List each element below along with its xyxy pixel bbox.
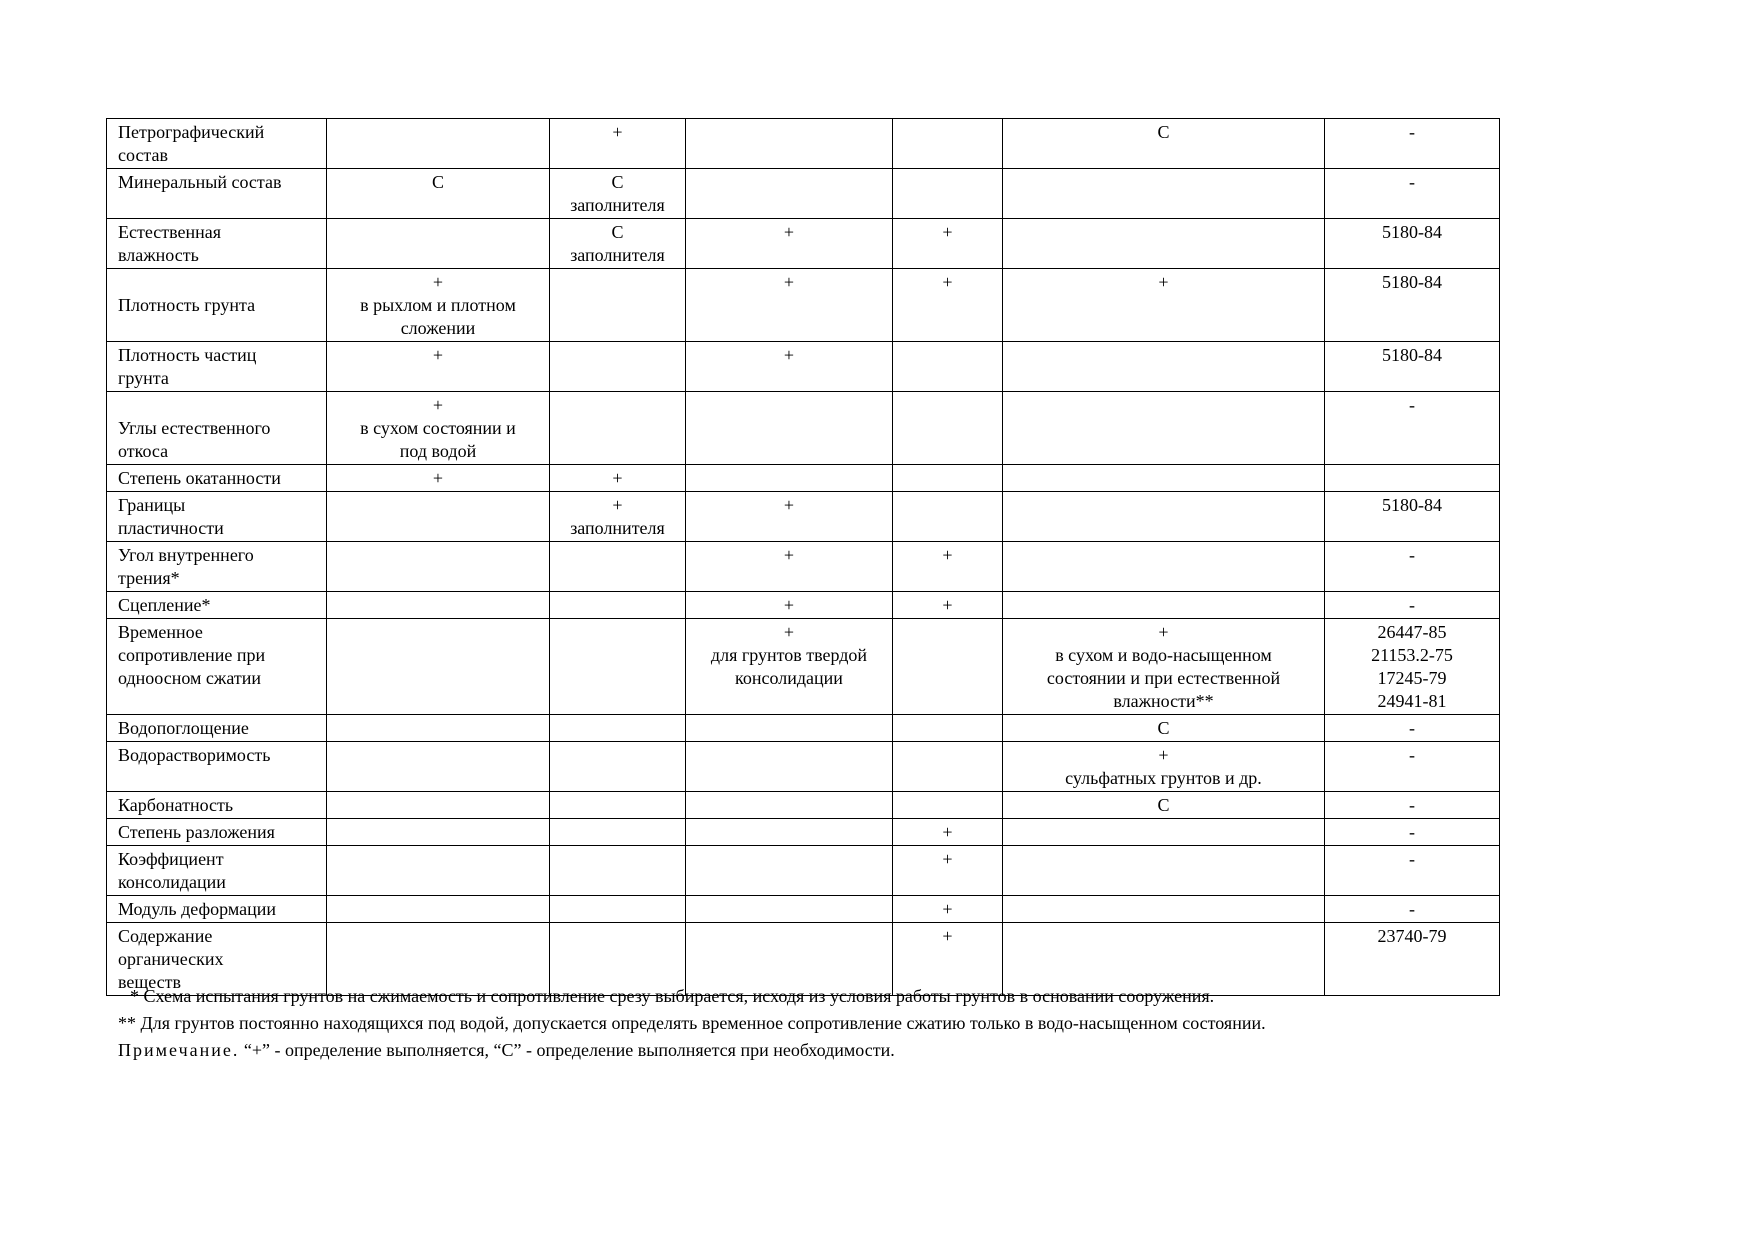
- cell-text-line: +: [942, 595, 953, 615]
- cell-text-line: Естественная: [118, 222, 222, 242]
- cell-text-line: трения*: [118, 568, 180, 588]
- cell-property-name: [107, 896, 327, 923]
- cell-text-line: +: [612, 495, 623, 515]
- table-row: [107, 846, 1500, 896]
- cell-text-line: Плотность частиц: [118, 345, 257, 365]
- cell-text-line: Петрографический: [118, 122, 265, 142]
- cell-col-4: [686, 542, 893, 592]
- cell-col-5: [893, 619, 1003, 715]
- cell-property-name: [107, 392, 327, 465]
- legend-note-text: “+” - определение выполняется, “С” - определение выполняется при необходимости.: [239, 1040, 895, 1060]
- cell-text-line: +: [783, 222, 795, 242]
- cell-property-name: [107, 742, 327, 792]
- cell-col-4: [686, 792, 893, 819]
- cell-gost-standard: [1325, 169, 1500, 219]
- cell-text-line: +: [612, 468, 623, 488]
- cell-text-line: [118, 394, 320, 417]
- cell-gost-standard: [1325, 465, 1500, 492]
- cell-col-6: [1003, 742, 1325, 792]
- cell-text-line: Содержание: [118, 926, 213, 946]
- cell-gost-standard: [1325, 342, 1500, 392]
- cell-col-4: [686, 492, 893, 542]
- cell-col-4: [686, 715, 893, 742]
- table-row: [107, 392, 1500, 465]
- cell-text-line: сопротивление при: [118, 645, 266, 665]
- cell-col-3: [550, 342, 686, 392]
- cell-col-5: [893, 269, 1003, 342]
- cell-text-line: заполнителя: [570, 245, 665, 265]
- cell-text-line: веществ: [118, 972, 182, 992]
- table-row: [107, 896, 1500, 923]
- cell-col-3: [550, 592, 686, 619]
- cell-text-line: 5180-84: [1382, 345, 1442, 365]
- cell-col-3: [550, 792, 686, 819]
- cell-text-line: заполнителя: [570, 518, 665, 538]
- cell-text-line: Водопоглощение: [118, 718, 249, 738]
- cell-text-line: -: [1409, 745, 1415, 765]
- legend-note: [118, 1037, 1678, 1064]
- cell-col-3: [550, 119, 686, 169]
- cell-col-5: [893, 465, 1003, 492]
- cell-text-line: С: [431, 172, 444, 192]
- cell-col-6: [1003, 169, 1325, 219]
- cell-col-6: [1003, 269, 1325, 342]
- cell-text-line: -: [1409, 595, 1415, 615]
- cell-text-line: +: [783, 622, 795, 642]
- cell-col-2: [327, 169, 550, 219]
- cell-text-line: грунта: [118, 368, 169, 388]
- cell-gost-standard: [1325, 619, 1500, 715]
- table-row: [107, 219, 1500, 269]
- cell-text-line: +: [432, 345, 444, 365]
- table-row: [107, 742, 1500, 792]
- cell-col-3: [550, 896, 686, 923]
- cell-text-line: +: [942, 222, 953, 242]
- footnotes: [118, 983, 1678, 1064]
- cell-text-line: -: [1409, 122, 1415, 142]
- cell-col-2: [327, 619, 550, 715]
- cell-gost-standard: [1325, 792, 1500, 819]
- cell-col-2: [327, 715, 550, 742]
- cell-text-line: Временное: [118, 622, 203, 642]
- cell-col-3: [550, 819, 686, 846]
- cell-text-line: +: [432, 468, 444, 488]
- cell-text-line: +: [942, 545, 953, 565]
- cell-col-6: [1003, 465, 1325, 492]
- cell-text-line: 17245-79: [1377, 668, 1447, 688]
- cell-text-line: +: [942, 926, 953, 946]
- cell-property-name: [107, 465, 327, 492]
- cell-col-6: [1003, 592, 1325, 619]
- cell-col-5: [893, 896, 1003, 923]
- cell-col-5: [893, 715, 1003, 742]
- cell-col-4: [686, 896, 893, 923]
- cell-property-name: [107, 219, 327, 269]
- cell-col-6: [1003, 342, 1325, 392]
- cell-text-line: +: [1158, 622, 1169, 642]
- cell-text-line: +: [432, 395, 444, 415]
- cell-text-line: состоянии и при естественной: [1046, 668, 1281, 688]
- cell-col-3: [550, 742, 686, 792]
- cell-col-5: [893, 169, 1003, 219]
- cell-text-line: сульфатных грунтов и др.: [1065, 768, 1262, 788]
- cell-text-line: откоса: [118, 441, 169, 461]
- cell-col-5: [893, 119, 1003, 169]
- cell-col-6: [1003, 542, 1325, 592]
- cell-text-line: +: [783, 495, 795, 515]
- cell-col-2: [327, 542, 550, 592]
- cell-col-4: [686, 269, 893, 342]
- cell-col-3: [550, 846, 686, 896]
- table-row: [107, 169, 1500, 219]
- cell-col-2: [327, 465, 550, 492]
- cell-text-line: +: [1158, 745, 1169, 765]
- cell-text-line: +: [783, 272, 795, 292]
- cell-col-4: [686, 392, 893, 465]
- cell-text-line: Плотность грунта: [118, 295, 256, 315]
- cell-text-line: +: [942, 899, 953, 919]
- cell-text-line: -: [1409, 899, 1415, 919]
- cell-col-6: [1003, 896, 1325, 923]
- cell-text-line: для грунтов твердой: [710, 645, 868, 665]
- cell-col-3: [550, 169, 686, 219]
- cell-property-name: [107, 342, 327, 392]
- cell-col-5: [893, 792, 1003, 819]
- cell-text-line: [118, 271, 320, 294]
- cell-property-name: [107, 715, 327, 742]
- cell-col-2: [327, 592, 550, 619]
- cell-col-6: [1003, 119, 1325, 169]
- cell-text-line: +: [942, 822, 953, 842]
- cell-col-3: [550, 219, 686, 269]
- cell-gost-standard: [1325, 896, 1500, 923]
- cell-col-3: [550, 392, 686, 465]
- cell-text-line: Сцепление*: [118, 595, 211, 615]
- cell-property-name: [107, 119, 327, 169]
- cell-col-6: [1003, 819, 1325, 846]
- cell-text-line: Угол внутреннего: [118, 545, 254, 565]
- cell-text-line: в сухом и водо-насыщенном: [1055, 645, 1272, 665]
- cell-text-line: влажность: [118, 245, 199, 265]
- cell-property-name: [107, 542, 327, 592]
- cell-text-line: сложении: [400, 318, 476, 338]
- cell-col-2: [327, 896, 550, 923]
- cell-text-line: -: [1409, 718, 1415, 738]
- cell-gost-standard: [1325, 592, 1500, 619]
- cell-text-line: Границы: [118, 495, 186, 515]
- cell-text-line: Степень разложения: [118, 822, 275, 842]
- cell-gost-standard: [1325, 392, 1500, 465]
- cell-col-5: [893, 592, 1003, 619]
- cell-text-line: Коэффициент: [118, 849, 224, 869]
- cell-text-line: Степень окатанности: [118, 468, 281, 488]
- cell-col-3: [550, 465, 686, 492]
- cell-col-4: [686, 342, 893, 392]
- cell-col-4: [686, 592, 893, 619]
- cell-col-4: [686, 219, 893, 269]
- cell-col-6: [1003, 392, 1325, 465]
- cell-gost-standard: [1325, 819, 1500, 846]
- cell-col-2: [327, 819, 550, 846]
- cell-col-2: [327, 342, 550, 392]
- cell-gost-standard: [1325, 492, 1500, 542]
- cell-col-2: [327, 392, 550, 465]
- cell-col-5: [893, 819, 1003, 846]
- cell-col-4: [686, 465, 893, 492]
- cell-property-name: [107, 169, 327, 219]
- table-row: [107, 269, 1500, 342]
- cell-col-5: [893, 219, 1003, 269]
- cell-col-4: [686, 169, 893, 219]
- cell-gost-standard: [1325, 715, 1500, 742]
- cell-gost-standard: [1325, 846, 1500, 896]
- table-row: [107, 619, 1500, 715]
- table-row: [107, 119, 1500, 169]
- cell-text-line: С: [1157, 795, 1170, 815]
- table-row: [107, 542, 1500, 592]
- legend-note-label: Примечание.: [118, 1040, 240, 1060]
- cell-text-line: -: [1409, 395, 1415, 415]
- cell-text-line: консолидации: [735, 668, 843, 688]
- cell-col-6: [1003, 492, 1325, 542]
- cell-text-line: С: [611, 222, 624, 242]
- cell-text-line: Минеральный состав: [118, 172, 282, 192]
- cell-text-line: +: [783, 345, 795, 365]
- cell-col-2: [327, 269, 550, 342]
- table-row: [107, 592, 1500, 619]
- cell-text-line: одноосном сжатии: [118, 668, 261, 688]
- cell-text-line: +: [942, 849, 953, 869]
- cell-text-line: консолидации: [118, 872, 226, 892]
- cell-col-2: [327, 742, 550, 792]
- table-row: [107, 715, 1500, 742]
- cell-col-6: [1003, 846, 1325, 896]
- cell-col-6: [1003, 619, 1325, 715]
- cell-col-4: [686, 119, 893, 169]
- cell-col-5: [893, 392, 1003, 465]
- cell-col-5: [893, 492, 1003, 542]
- cell-text-line: +: [432, 272, 444, 292]
- cell-col-6: [1003, 715, 1325, 742]
- cell-text-line: 24941-81: [1377, 691, 1447, 711]
- cell-text-line: -: [1409, 849, 1415, 869]
- cell-text-line: +: [612, 122, 623, 142]
- cell-col-2: [327, 119, 550, 169]
- cell-text-line: Карбонатность: [118, 795, 234, 815]
- cell-col-3: [550, 492, 686, 542]
- footnote-single-asterisk: * Схема испытания грунтов на сжимаемость и сопротивление срезу выбирается, исходя из условия работы грунтов в основании сооружения.: [130, 986, 1215, 1006]
- cell-text-line: органических: [118, 949, 224, 969]
- table-row: [107, 342, 1500, 392]
- cell-text-line: состав: [118, 145, 169, 165]
- soil-testing-methods-table: [106, 118, 1500, 996]
- cell-col-4: [686, 742, 893, 792]
- cell-property-name: [107, 792, 327, 819]
- cell-gost-standard: [1325, 219, 1500, 269]
- cell-text-line: пластичности: [118, 518, 224, 538]
- cell-gost-standard: [1325, 269, 1500, 342]
- cell-gost-standard: [1325, 119, 1500, 169]
- cell-col-2: [327, 219, 550, 269]
- cell-col-5: [893, 742, 1003, 792]
- cell-text-line: в рыхлом и плотном: [360, 295, 516, 315]
- cell-col-6: [1003, 219, 1325, 269]
- cell-col-3: [550, 542, 686, 592]
- footnote-double-asterisk: ** Для грунтов постоянно находящихся под водой, допускается определять временное сопротивление сжатию только в водо-насыщенном состоянии.: [118, 1013, 1266, 1033]
- cell-text-line: -: [1409, 795, 1415, 815]
- cell-col-4: [686, 846, 893, 896]
- cell-col-5: [893, 342, 1003, 392]
- cell-text-line: С: [1157, 718, 1170, 738]
- cell-text-line: влажности**: [1113, 691, 1214, 711]
- cell-col-5: [893, 542, 1003, 592]
- cell-text-line: 21153.2-75: [1371, 645, 1453, 665]
- cell-text-line: 23740-79: [1377, 926, 1447, 946]
- cell-property-name: [107, 819, 327, 846]
- cell-col-2: [327, 846, 550, 896]
- cell-text-line: С: [1157, 122, 1170, 142]
- cell-text-line: -: [1409, 822, 1415, 842]
- cell-text-line: 5180-84: [1382, 495, 1442, 515]
- cell-property-name: [107, 492, 327, 542]
- cell-col-2: [327, 792, 550, 819]
- methods-table-container: [106, 118, 1500, 996]
- table-body: [107, 119, 1500, 996]
- cell-text-line: Углы естественного: [118, 418, 271, 438]
- cell-text-line: 5180-84: [1382, 222, 1442, 242]
- cell-text-line: 5180-84: [1382, 272, 1442, 292]
- cell-property-name: [107, 592, 327, 619]
- cell-col-6: [1003, 792, 1325, 819]
- cell-text-line: +: [783, 595, 795, 615]
- cell-text-line: -: [1409, 172, 1415, 192]
- table-row: [107, 792, 1500, 819]
- table-row: [107, 465, 1500, 492]
- table-row: [107, 492, 1500, 542]
- cell-property-name: [107, 619, 327, 715]
- cell-col-3: [550, 619, 686, 715]
- cell-text-line: под водой: [399, 441, 477, 461]
- cell-text-line: заполнителя: [570, 195, 665, 215]
- cell-gost-standard: [1325, 542, 1500, 592]
- cell-text-line: Водорастворимость: [118, 745, 271, 765]
- cell-property-name: [107, 846, 327, 896]
- cell-text-line: +: [1158, 272, 1169, 292]
- table-row: [107, 819, 1500, 846]
- cell-text-line: С: [611, 172, 624, 192]
- cell-text-line: Модуль деформации: [118, 899, 277, 919]
- cell-text-line: 26447-85: [1377, 622, 1447, 642]
- cell-text-line: +: [783, 545, 795, 565]
- cell-text-line: +: [942, 272, 953, 292]
- cell-text-line: -: [1409, 545, 1415, 565]
- cell-text-line: в сухом состоянии и: [360, 418, 516, 438]
- cell-property-name: [107, 269, 327, 342]
- cell-col-3: [550, 269, 686, 342]
- cell-gost-standard: [1325, 742, 1500, 792]
- cell-col-3: [550, 715, 686, 742]
- cell-col-4: [686, 619, 893, 715]
- cell-col-4: [686, 819, 893, 846]
- cell-col-5: [893, 846, 1003, 896]
- cell-col-2: [327, 492, 550, 542]
